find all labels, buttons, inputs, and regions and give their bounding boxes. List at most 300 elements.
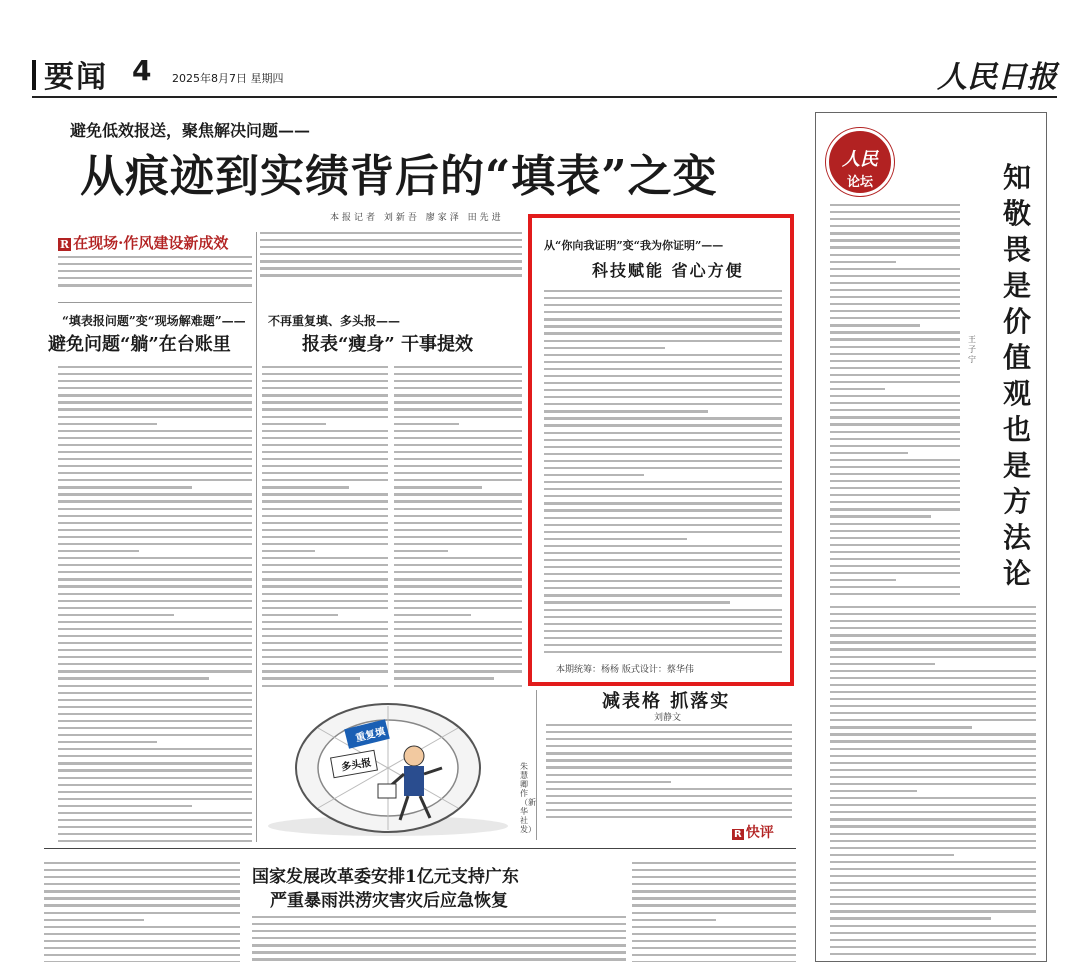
text-line bbox=[262, 458, 388, 460]
column-tag bbox=[58, 232, 228, 253]
highlight-title: 科技赋能 省心方便 bbox=[592, 261, 744, 280]
text-line bbox=[830, 712, 1036, 714]
text-line bbox=[58, 812, 252, 814]
title-char: 敬 bbox=[1002, 197, 1031, 230]
text-line bbox=[544, 594, 782, 596]
text-line bbox=[58, 593, 252, 595]
text-line bbox=[262, 571, 388, 573]
text-line bbox=[544, 609, 782, 611]
text-line bbox=[830, 261, 896, 263]
commentary-tag-label: 快评 bbox=[745, 825, 774, 841]
text-line bbox=[830, 804, 1036, 806]
text-line bbox=[58, 578, 252, 580]
text-line bbox=[58, 458, 252, 460]
text-line bbox=[252, 916, 626, 918]
text-line bbox=[394, 373, 522, 375]
text-line bbox=[544, 481, 782, 483]
title-char: 是 bbox=[1002, 449, 1031, 482]
text-line bbox=[830, 833, 1036, 835]
text-line bbox=[252, 937, 626, 939]
text-line bbox=[58, 543, 252, 545]
text-line bbox=[262, 380, 388, 382]
text-line bbox=[394, 515, 522, 517]
text-line bbox=[44, 919, 144, 921]
text-line bbox=[58, 706, 252, 708]
text-line bbox=[830, 558, 960, 560]
text-line bbox=[544, 616, 782, 618]
text-line bbox=[830, 416, 960, 418]
forum-emblem bbox=[826, 128, 894, 196]
text-line bbox=[262, 465, 388, 467]
text-line bbox=[544, 517, 782, 519]
text-line bbox=[262, 401, 388, 403]
text-line bbox=[544, 630, 782, 632]
text-line bbox=[830, 353, 960, 355]
text-line bbox=[830, 847, 1036, 849]
text-line bbox=[394, 500, 522, 502]
text-line bbox=[830, 606, 1036, 608]
text-line bbox=[632, 947, 796, 949]
text-line bbox=[394, 621, 522, 623]
text-line bbox=[544, 368, 782, 370]
text-line bbox=[262, 593, 388, 595]
text-line bbox=[830, 613, 1036, 615]
bottom-divider bbox=[44, 848, 796, 849]
masthead-bar bbox=[32, 60, 36, 90]
text-line bbox=[394, 472, 522, 474]
text-line bbox=[58, 465, 252, 467]
text-line bbox=[260, 267, 522, 269]
text-line bbox=[394, 635, 522, 637]
text-line bbox=[394, 564, 522, 566]
text-line bbox=[830, 523, 960, 525]
title-char: 是 bbox=[1002, 269, 1031, 302]
text-line bbox=[830, 381, 960, 383]
text-line bbox=[830, 360, 960, 362]
text-line bbox=[394, 465, 522, 467]
text-line bbox=[830, 726, 972, 728]
text-line bbox=[262, 508, 388, 510]
text-line bbox=[544, 347, 665, 349]
newspaper-logo: 人民日报 bbox=[937, 60, 1057, 95]
text-line bbox=[830, 310, 960, 312]
text-line bbox=[830, 409, 960, 411]
title-char: 值 bbox=[1002, 341, 1031, 374]
text-line bbox=[262, 614, 338, 616]
text-line bbox=[830, 487, 960, 489]
text-line bbox=[58, 769, 252, 771]
text-line bbox=[262, 550, 315, 552]
text-line bbox=[830, 903, 1036, 905]
text-line bbox=[394, 685, 522, 687]
text-line bbox=[544, 403, 782, 405]
text-line bbox=[58, 394, 252, 396]
text-line bbox=[394, 493, 522, 495]
text-line bbox=[262, 373, 388, 375]
text-line bbox=[830, 656, 1036, 658]
text-line bbox=[260, 274, 522, 276]
text-line bbox=[830, 296, 960, 298]
right-column-body-bottom bbox=[830, 606, 1036, 956]
text-line bbox=[394, 401, 522, 403]
main-kicker: 避免低效报送，聚焦解决问题—— bbox=[70, 121, 311, 140]
text-line bbox=[262, 472, 388, 474]
text-line bbox=[544, 552, 782, 554]
text-line bbox=[830, 818, 1036, 820]
text-line bbox=[394, 670, 522, 672]
right-column-body-top bbox=[830, 204, 960, 604]
text-line bbox=[44, 961, 240, 962]
text-line bbox=[830, 620, 1036, 622]
text-line bbox=[262, 578, 388, 580]
text-line bbox=[58, 486, 192, 488]
text-line bbox=[58, 585, 252, 587]
commentary-tag bbox=[732, 822, 774, 842]
text-line bbox=[830, 423, 960, 425]
text-line bbox=[544, 495, 782, 497]
text-line bbox=[58, 642, 252, 644]
text-line bbox=[58, 284, 252, 286]
text-line bbox=[830, 254, 960, 256]
text-line bbox=[830, 239, 960, 241]
text-line bbox=[544, 417, 782, 419]
text-line bbox=[44, 926, 240, 928]
masthead-rule bbox=[32, 96, 1057, 98]
text-line bbox=[58, 833, 252, 835]
title-char: 法 bbox=[1002, 521, 1031, 554]
text-line bbox=[544, 446, 782, 448]
highlight-body bbox=[544, 290, 782, 656]
text-line bbox=[830, 684, 1036, 686]
text-line bbox=[262, 493, 388, 495]
text-line bbox=[830, 663, 935, 665]
text-line bbox=[830, 783, 1036, 785]
forum-emblem-bottom: 论坛 bbox=[846, 175, 873, 190]
text-line bbox=[252, 923, 626, 925]
text-line bbox=[830, 691, 1036, 693]
text-line bbox=[830, 840, 1036, 842]
text-line bbox=[58, 607, 252, 609]
text-line bbox=[830, 698, 1036, 700]
commentary-tag-logo: R bbox=[734, 829, 742, 840]
text-line bbox=[632, 897, 796, 899]
text-line bbox=[830, 719, 1036, 721]
text-line bbox=[394, 451, 522, 453]
text-line bbox=[830, 395, 960, 397]
text-line bbox=[544, 460, 782, 462]
text-line bbox=[546, 766, 792, 768]
bottom-headline-line-1: 国家发展改革委安排1亿元支持广东 bbox=[252, 867, 519, 887]
text-line bbox=[544, 545, 782, 547]
text-line bbox=[632, 919, 716, 921]
subsection-2-body-a bbox=[262, 366, 388, 692]
text-line bbox=[262, 557, 388, 559]
text-line bbox=[546, 781, 671, 783]
illustration-credit: 朱慧卿作（新华社发） bbox=[520, 762, 536, 834]
text-line bbox=[830, 586, 960, 588]
text-line bbox=[830, 896, 1036, 898]
text-line bbox=[830, 515, 931, 517]
text-line bbox=[830, 431, 960, 433]
masthead bbox=[32, 52, 1057, 98]
text-line bbox=[544, 382, 782, 384]
text-line bbox=[830, 459, 960, 461]
text-line bbox=[44, 862, 240, 864]
right-column-title bbox=[1000, 160, 1034, 592]
text-line bbox=[632, 862, 796, 864]
text-line bbox=[44, 904, 240, 906]
text-line bbox=[632, 883, 796, 885]
text-line bbox=[830, 939, 1036, 941]
text-line bbox=[830, 946, 1036, 948]
text-line bbox=[394, 366, 522, 368]
text-line bbox=[632, 926, 796, 928]
text-line bbox=[58, 508, 252, 510]
text-line bbox=[830, 932, 1036, 934]
text-line bbox=[544, 290, 782, 292]
text-line bbox=[830, 544, 960, 546]
text-line bbox=[544, 304, 782, 306]
text-line bbox=[394, 614, 471, 616]
subsection-1-kicker: “填表报问题”变“现场解难题”—— bbox=[62, 314, 246, 328]
text-line bbox=[830, 218, 960, 220]
text-line bbox=[544, 524, 782, 526]
section-name: 要闻 bbox=[44, 60, 108, 95]
column-tag-label: 在现场·作风建设新成效 bbox=[73, 234, 229, 252]
text-line bbox=[544, 318, 782, 320]
text-line bbox=[830, 445, 960, 447]
text-line bbox=[830, 289, 960, 291]
text-line bbox=[632, 876, 796, 878]
text-line bbox=[830, 466, 960, 468]
text-line bbox=[262, 366, 388, 368]
text-line bbox=[830, 579, 896, 581]
bottom-left-body bbox=[44, 862, 240, 962]
text-line bbox=[546, 816, 792, 818]
text-line bbox=[544, 566, 782, 568]
page-number: 4 bbox=[132, 54, 152, 87]
text-line bbox=[830, 627, 1036, 629]
text-line bbox=[394, 479, 522, 481]
text-line bbox=[830, 769, 1036, 771]
text-line bbox=[394, 458, 522, 460]
text-line bbox=[830, 374, 960, 376]
text-line bbox=[262, 642, 388, 644]
text-line bbox=[830, 501, 960, 503]
text-line bbox=[830, 225, 960, 227]
text-line bbox=[394, 677, 494, 679]
text-line bbox=[830, 811, 1036, 813]
text-line bbox=[544, 354, 782, 356]
text-line bbox=[830, 565, 960, 567]
text-line bbox=[394, 437, 522, 439]
cartoon-banner-2: 多头报 bbox=[340, 757, 373, 774]
text-line bbox=[394, 522, 522, 524]
subsection-2-kicker: 不再重复填、多头报—— bbox=[268, 314, 401, 328]
text-line bbox=[58, 423, 157, 425]
text-line bbox=[830, 204, 960, 206]
text-line bbox=[632, 961, 796, 962]
column-tag-logo: R bbox=[60, 238, 70, 251]
text-line bbox=[544, 644, 782, 646]
text-line bbox=[394, 649, 522, 651]
text-line bbox=[44, 933, 240, 935]
text-line bbox=[262, 663, 388, 665]
text-line bbox=[58, 277, 252, 279]
text-line bbox=[544, 424, 782, 426]
text-line bbox=[394, 550, 448, 552]
text-line bbox=[58, 798, 252, 800]
text-line bbox=[830, 530, 960, 532]
text-line bbox=[394, 394, 522, 396]
text-line bbox=[830, 232, 960, 234]
issue-date: 2025年8月7日 星期四 bbox=[172, 72, 284, 85]
text-line bbox=[830, 677, 1036, 679]
text-line bbox=[830, 494, 960, 496]
text-line bbox=[544, 587, 782, 589]
text-line bbox=[632, 912, 796, 914]
text-line bbox=[830, 825, 1036, 827]
text-line bbox=[58, 819, 252, 821]
commentary-title: 减表格 抓落实 bbox=[602, 691, 731, 712]
text-line bbox=[544, 651, 782, 653]
main-headline: 从痕迹到实绩背后的“填表”之变 bbox=[80, 151, 718, 202]
text-line bbox=[830, 868, 1036, 870]
text-line bbox=[252, 958, 626, 960]
text-line bbox=[262, 416, 388, 418]
text-line bbox=[394, 593, 522, 595]
text-line bbox=[58, 493, 252, 495]
text-line bbox=[58, 401, 252, 403]
text-line bbox=[544, 502, 782, 504]
text-line bbox=[260, 246, 522, 248]
text-line bbox=[830, 740, 1036, 742]
text-line bbox=[544, 509, 782, 511]
text-line bbox=[58, 437, 252, 439]
text-line bbox=[58, 600, 252, 602]
text-line bbox=[830, 875, 1036, 877]
title-char: 知 bbox=[1002, 161, 1031, 194]
text-line bbox=[58, 755, 252, 757]
text-line bbox=[262, 515, 388, 517]
text-line bbox=[830, 438, 960, 440]
text-line bbox=[262, 387, 388, 389]
text-line bbox=[830, 275, 960, 277]
text-line bbox=[544, 325, 782, 327]
text-line bbox=[58, 472, 252, 474]
text-line bbox=[830, 917, 991, 919]
text-line bbox=[58, 557, 252, 559]
text-line bbox=[544, 637, 782, 639]
text-line bbox=[262, 543, 388, 545]
text-line bbox=[394, 543, 522, 545]
cartoon-illustration bbox=[258, 698, 518, 838]
text-line bbox=[546, 724, 792, 726]
text-line bbox=[58, 656, 252, 658]
text-line bbox=[262, 600, 388, 602]
text-line bbox=[394, 529, 522, 531]
text-line bbox=[394, 557, 522, 559]
text-line bbox=[544, 474, 644, 476]
text-line bbox=[260, 232, 522, 234]
bottom-headline-line-2: 严重暴雨洪涝灾害灾后应急恢复 bbox=[270, 891, 508, 911]
text-line bbox=[58, 635, 252, 637]
text-line bbox=[830, 641, 1036, 643]
text-line bbox=[830, 889, 1036, 891]
text-line bbox=[830, 346, 960, 348]
hamster-wheel-cartoon bbox=[258, 698, 518, 838]
text-line bbox=[544, 531, 782, 533]
text-line bbox=[58, 628, 252, 630]
text-line bbox=[544, 389, 782, 391]
text-line bbox=[394, 600, 522, 602]
text-line bbox=[58, 692, 252, 694]
text-line bbox=[262, 437, 388, 439]
text-line bbox=[58, 727, 252, 729]
text-line bbox=[544, 488, 782, 490]
text-line bbox=[262, 500, 388, 502]
text-line bbox=[58, 699, 252, 701]
bottom-right-body bbox=[632, 862, 796, 962]
subsection-1-body bbox=[58, 366, 252, 848]
title-char: 畏 bbox=[1002, 233, 1031, 266]
text-line bbox=[830, 748, 1036, 750]
text-line bbox=[262, 670, 388, 672]
text-line bbox=[546, 738, 792, 740]
text-line bbox=[546, 745, 792, 747]
text-line bbox=[58, 387, 252, 389]
text-line bbox=[546, 809, 792, 811]
text-line bbox=[58, 713, 252, 715]
text-line bbox=[544, 340, 782, 342]
cartoon-banner-1: 重复填 bbox=[354, 726, 387, 745]
text-line bbox=[58, 536, 252, 538]
text-line bbox=[544, 410, 708, 412]
text-line bbox=[262, 656, 388, 658]
text-line bbox=[394, 416, 522, 418]
text-line bbox=[544, 623, 782, 625]
commentary-author: 刘静文 bbox=[654, 713, 682, 723]
text-line bbox=[830, 910, 1036, 912]
text-line bbox=[546, 774, 792, 776]
text-line bbox=[544, 559, 782, 561]
text-line bbox=[544, 467, 782, 469]
text-line bbox=[830, 790, 917, 792]
text-line bbox=[394, 380, 522, 382]
text-line bbox=[58, 430, 252, 432]
bottom-story-body bbox=[252, 916, 626, 962]
text-line bbox=[58, 784, 252, 786]
text-line bbox=[544, 332, 782, 334]
text-line bbox=[58, 380, 252, 382]
main-byline: 本报记者 刘新吾 廖家泽 田先进 bbox=[330, 213, 504, 223]
text-line bbox=[58, 522, 252, 524]
text-line bbox=[262, 628, 388, 630]
text-line bbox=[58, 479, 252, 481]
text-line bbox=[394, 408, 522, 410]
text-line bbox=[830, 338, 960, 340]
text-line bbox=[58, 571, 252, 573]
text-line bbox=[544, 311, 782, 313]
text-line bbox=[394, 486, 482, 488]
text-line bbox=[44, 954, 240, 956]
text-line bbox=[44, 883, 240, 885]
text-line bbox=[394, 585, 522, 587]
text-line bbox=[262, 423, 326, 425]
commentary-body bbox=[546, 724, 792, 820]
text-line bbox=[830, 303, 960, 305]
text-line bbox=[830, 508, 960, 510]
